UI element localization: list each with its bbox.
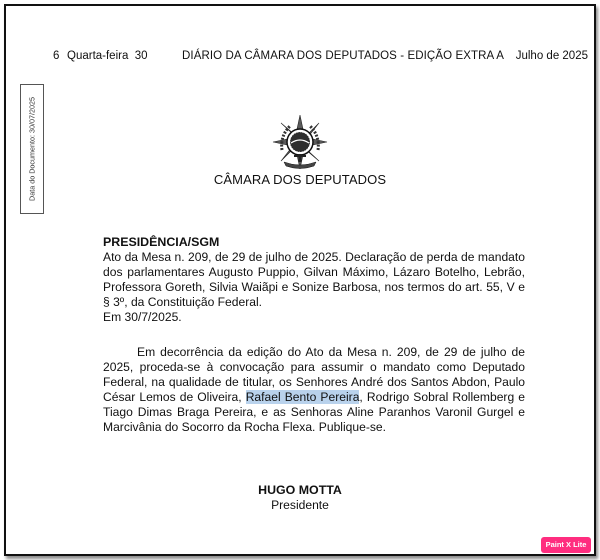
coat-of-arms-of-brazil-icon xyxy=(270,112,330,172)
document-date-stamp-text: Data do Documento: 30/07/2025 xyxy=(27,97,37,201)
document-date-stamp xyxy=(20,84,44,214)
convocation-paragraph xyxy=(103,345,525,435)
convocation-text-before: Em decorrência da edição do Ato da Mesa n. 209, de 29 de julho de 2025, proceda-se à convocação para assumir o mandato como Deputado Federal, na qualidade de titular, os Senhores André dos Santos Abdon, Paulo César Lemos de Oliveira, xyxy=(103,345,525,404)
issue-date: Julho de 2025 xyxy=(515,50,588,62)
page-number: 6 xyxy=(53,50,60,62)
chamber-name: CÂMARA DOS DEPUTADOS xyxy=(213,172,387,187)
paint-x-lite-watermark-badge: Paint X Lite xyxy=(541,537,591,553)
signatory-name: HUGO MOTTA xyxy=(258,483,342,497)
act-date: Em 30/7/2025. xyxy=(103,310,182,324)
signature-block xyxy=(0,483,600,513)
page-header xyxy=(53,50,588,66)
journal-title: DIÁRIO DA CÂMARA DOS DEPUTADOS - EDIÇÃO EXTRA A xyxy=(182,50,505,62)
header-weekday: Quarta-feira 30 xyxy=(67,50,148,62)
highlighted-name[interactable]: Rafael Bento Pereira xyxy=(245,390,360,404)
act-section xyxy=(103,235,525,325)
act-text: Ato da Mesa n. 209, de 29 de julho de 2025. Declaração de perda de mandato dos parlamentares Augusto Puppio, Gilvan Máximo, Lázaro Botelho, Lebrão, Professora Goreth, Silvia Waiãpi e Sonize Barbosa, nos termos do art. 55, V e § 3º, da Constituição Federal. xyxy=(103,250,525,309)
convocation-text-after: , Rodrigo Sobral Rollemberg e Tiago Dimas Braga Pereira, e as Senhoras Aline Paranhos Varonil Gurgel e Marcivânia do Socorro da Rocha Flexa. Publique-se. xyxy=(103,390,525,434)
section-heading: PRESIDÊNCIA/SGM xyxy=(103,235,220,249)
signatory-role: Presidente xyxy=(271,498,329,512)
